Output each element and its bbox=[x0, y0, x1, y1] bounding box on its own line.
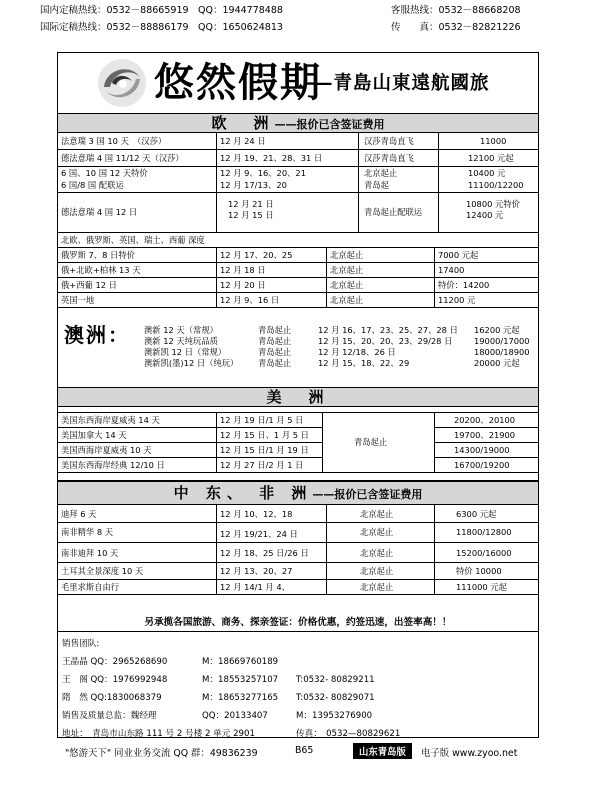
mideast-visa-note: ——报价已含签证费用 bbox=[312, 488, 423, 501]
mideast-africa-heading: 中 东、 非 洲 bbox=[173, 484, 313, 502]
departure-date: 12 月 27 日/2 月 1 日 bbox=[220, 460, 304, 470]
route-name: 美国东西海岸夏威夷 14 天 bbox=[61, 415, 160, 425]
sales-member-mobile: M：18669760189 bbox=[202, 657, 279, 667]
table-row bbox=[58, 278, 538, 293]
sales-director-mobile: M：13953276900 bbox=[296, 711, 373, 721]
table-row bbox=[58, 167, 538, 180]
departure-date: 12 月 9、16 日 bbox=[220, 295, 280, 305]
departure-date: 12 月 12/18、26 日 bbox=[318, 347, 396, 357]
departure-city: 北京起止 bbox=[360, 527, 394, 537]
departure-city: 北京起止 bbox=[330, 250, 364, 260]
sales-member-tel: T:0532- 80829211 bbox=[296, 675, 375, 685]
table-row bbox=[58, 180, 538, 193]
europe-deep-label-row bbox=[58, 233, 538, 248]
table-row bbox=[58, 248, 538, 263]
departure-date: 12 月 14/1 月 4、 bbox=[220, 582, 290, 592]
europe-banner bbox=[58, 113, 538, 133]
departure-date: 12 月 15、18、22、29 bbox=[318, 358, 410, 368]
page-number: B65 bbox=[295, 745, 314, 756]
route-name: 澳新 12 天纯玩品质 bbox=[144, 336, 218, 346]
price: 19700、21900 bbox=[454, 430, 516, 440]
route-name: 俄罗斯 7、8 日特价 bbox=[61, 250, 135, 260]
europe-visa-note: ——报价已含签证费用 bbox=[274, 118, 385, 131]
website: 电子版 www.zyoo.net bbox=[421, 748, 518, 759]
table-row bbox=[58, 133, 538, 150]
sales-director-qq: QQ：20133407 bbox=[202, 711, 268, 721]
departure-date: 12 月 21 日 bbox=[228, 199, 274, 209]
brand-name: 悠然假期 bbox=[154, 59, 322, 106]
departure-date: 12 月 15 日/1 月 19 日 bbox=[220, 445, 309, 455]
qq-group: "悠游天下" 同业业务交流 QQ 群：49836239 bbox=[65, 748, 258, 759]
americas-banner bbox=[58, 387, 538, 407]
sales-member-name: 王晶晶 QQ：2965268690 bbox=[62, 657, 168, 667]
swirl-logo-icon bbox=[96, 57, 148, 109]
departure-city: 青岛起止 bbox=[258, 347, 292, 357]
price: 16200 元起 bbox=[474, 325, 520, 335]
table-row bbox=[58, 413, 516, 428]
price: 11800/12800 bbox=[456, 527, 512, 537]
route-name: 美国西海岸夏威夷 10 天 bbox=[61, 445, 152, 455]
table-row bbox=[58, 543, 538, 563]
domestic-hotline: 国内定稿热线：0532－88665919 QQ：1944778488 bbox=[40, 5, 283, 16]
australia-title: 澳洲： bbox=[64, 323, 130, 347]
table-row bbox=[58, 580, 538, 595]
ad-frame bbox=[57, 52, 539, 738]
route-name: 美国加拿大 14 天 bbox=[61, 430, 127, 440]
fax-number: 传 真：0532－82821226 bbox=[391, 22, 521, 33]
departure-city: 青岛起止 bbox=[354, 437, 388, 447]
price: 18000/18900 bbox=[474, 347, 530, 357]
office-address: 地址： 青岛市山东路 111 号 2 号楼 2 单元 2901 bbox=[62, 729, 255, 739]
sales-member-name: 王 阁 QQ：1976992948 bbox=[62, 675, 168, 685]
price: 11100/12200 bbox=[468, 180, 524, 190]
departure-date: 12 月 19、21、28、31 日 bbox=[220, 153, 323, 163]
table-row bbox=[58, 505, 538, 523]
departure-city: 汉莎青岛直飞 bbox=[364, 153, 414, 163]
route-name: 澳新凯(墨)12 日（纯玩） bbox=[144, 358, 239, 368]
sales-member-name: 隋 然 QQ:1830068379 bbox=[62, 693, 162, 703]
route-name: 德法意瑞 4 国 11/12 天（汉莎） bbox=[61, 153, 184, 163]
departure-date: 12 月 16、17、23、25、27、28 日 bbox=[318, 325, 458, 335]
hotline-header bbox=[40, 2, 560, 36]
americas-heading: 美 洲 bbox=[266, 388, 330, 406]
departure-city: 青岛起止 bbox=[258, 336, 292, 346]
edition-tag: 山东青岛版 bbox=[353, 743, 412, 759]
departure-city: 北京起止 bbox=[364, 168, 398, 178]
route-name: 澳新凯 12 日（常规） bbox=[144, 347, 227, 357]
price: 11200 元 bbox=[438, 295, 476, 305]
departure-city: 青岛起止配联运 bbox=[364, 207, 423, 217]
price: 17400 bbox=[438, 265, 465, 275]
departure-city: 汉莎青岛直飞 bbox=[364, 136, 414, 146]
route-name: 德法意瑞 4 国 12 日 bbox=[61, 207, 138, 217]
departure-city: 青岛起止 bbox=[258, 358, 292, 368]
departure-city: 青岛起 bbox=[364, 180, 389, 190]
brand-header bbox=[58, 53, 538, 113]
departure-city: 北京起止 bbox=[360, 509, 394, 519]
departure-city: 北京起止 bbox=[360, 548, 394, 558]
page-footer bbox=[57, 742, 539, 760]
visa-promo: 另承揽各国旅游、商务、探亲签证：价格优惠，约签迅速，出签率高！！ bbox=[144, 617, 452, 628]
international-hotline: 国际定稿热线：0532－88886179 QQ：1650624813 bbox=[40, 22, 283, 33]
table-row bbox=[58, 458, 538, 473]
departure-city: 北京起止 bbox=[330, 295, 364, 305]
departure-city: 北京起止 bbox=[330, 265, 364, 275]
departure-date: 12 月 15 日、1 月 5 日 bbox=[220, 430, 309, 440]
route-name: 6 国/8 国 配联运 bbox=[61, 180, 124, 190]
price: 12100 元起 bbox=[468, 153, 514, 163]
europe-heading: 欧 洲 bbox=[211, 114, 275, 132]
route-name: 法意瑞 3 国 10 天 （汉莎） bbox=[61, 136, 167, 146]
table-row bbox=[58, 150, 538, 167]
price: 11000 bbox=[480, 136, 507, 146]
office-fax: 传真： 0532—80829621 bbox=[296, 729, 401, 739]
table-row bbox=[58, 293, 538, 308]
departure-date: 12 月 17、20、25 bbox=[220, 250, 293, 260]
route-name: 迪拜 6 天 bbox=[61, 509, 97, 519]
price: 111000 元起 bbox=[456, 582, 507, 592]
price: 特价：14200 bbox=[438, 280, 490, 290]
sales-member-mobile: M：18553257107 bbox=[202, 675, 279, 685]
route-name: 俄+北欧+柏林 13 天 bbox=[61, 265, 141, 275]
price: 14300/19000 bbox=[454, 445, 510, 455]
sales-member-tel: T:0532- 80829071 bbox=[296, 693, 375, 703]
price: 10400 元 bbox=[468, 168, 506, 178]
price: 20200、20100 bbox=[454, 415, 516, 425]
route-name: 澳新 12 天（常规） bbox=[144, 325, 218, 335]
departure-date: 12 月 19/21、24 日 bbox=[220, 529, 298, 539]
departure-city: 北京起止 bbox=[360, 566, 394, 576]
price: 12400 元 bbox=[466, 210, 504, 220]
price: 16700/19200 bbox=[454, 460, 510, 470]
price: 19000/17000 bbox=[474, 336, 530, 346]
departure-city: 北京起止 bbox=[330, 280, 364, 290]
price: 7000 元起 bbox=[438, 250, 479, 260]
sales-director: 销售及质量总监：魏经理 bbox=[62, 711, 157, 721]
sales-member-mobile: M：18653277165 bbox=[202, 693, 279, 703]
departure-date: 12 月 20 日 bbox=[220, 280, 266, 290]
departure-date: 12 月 18、25 日/26 日 bbox=[220, 548, 309, 558]
price: 特价 10000 bbox=[456, 566, 502, 576]
table-row bbox=[58, 563, 538, 580]
price: 10800 元特价 bbox=[466, 199, 520, 209]
route-name: 英国一地 bbox=[61, 295, 95, 305]
route-name: 南非精华 8 天 bbox=[61, 527, 114, 537]
departure-date: 12 月 15 日 bbox=[228, 210, 274, 220]
sales-title: 销售团队: bbox=[62, 639, 100, 649]
departure-city: 北京起止 bbox=[360, 582, 394, 592]
table-row bbox=[58, 263, 538, 278]
route-name: 6 国、10 国 12 天特价 bbox=[61, 168, 148, 178]
departure-date: 12 月 17/13、20 bbox=[220, 180, 287, 190]
departure-city: 青岛起止 bbox=[258, 325, 292, 335]
departure-date: 12 月 9、16、20、21 bbox=[220, 168, 306, 178]
departure-date: 12 月 13、20、27 bbox=[220, 566, 293, 576]
section-label: 北欧、俄罗斯、英国、瑞士、西葡 深度 bbox=[61, 235, 205, 245]
price: 15200/16000 bbox=[456, 548, 512, 558]
departure-date: 12 月 15、20、20、23、29/28 日 bbox=[318, 336, 453, 346]
table-row bbox=[58, 193, 538, 233]
route-name: 毛里求斯自由行 bbox=[61, 582, 120, 592]
departure-date: 12 月 18 日 bbox=[220, 265, 266, 275]
route-name: 俄+西葡 12 日 bbox=[61, 280, 117, 290]
service-hotline: 客服热线：0532－88668208 bbox=[391, 5, 521, 16]
price: 6300 元起 bbox=[456, 509, 497, 519]
table-row bbox=[58, 443, 510, 458]
mideast-africa-banner bbox=[58, 481, 538, 505]
route-name: 南非迪拜 10 天 bbox=[61, 548, 119, 558]
departure-date: 12 月 10、12、18 bbox=[220, 509, 293, 519]
brand-subtitle: —青島山東遠航國旅 bbox=[314, 73, 490, 94]
price: 20000 元起 bbox=[474, 358, 520, 368]
table-row bbox=[58, 523, 538, 543]
departure-date: 12 月 19 日/1 月 5 日 bbox=[220, 415, 304, 425]
route-name: 美国东西海岸经典 12/10 日 bbox=[61, 460, 165, 470]
departure-date: 12 月 24 日 bbox=[220, 136, 266, 146]
route-name: 土耳其全景深度 10 天 bbox=[61, 566, 144, 576]
